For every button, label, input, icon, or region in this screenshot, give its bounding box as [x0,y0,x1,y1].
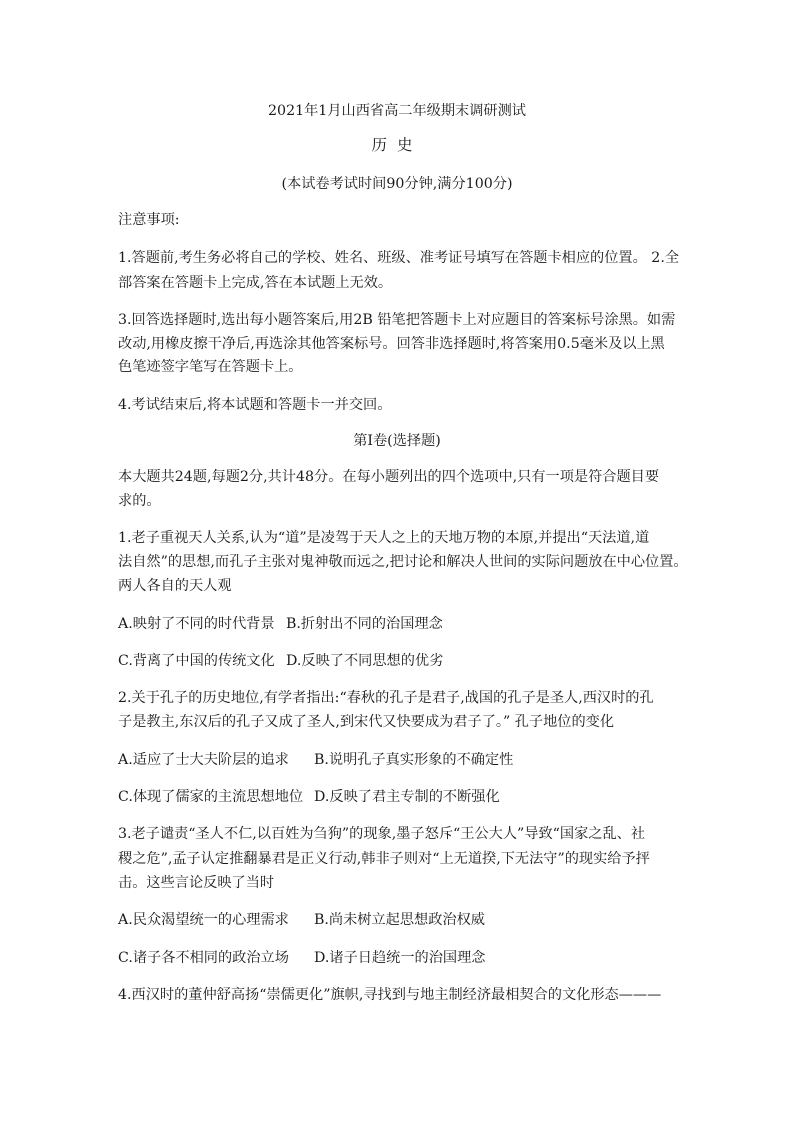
exam-info: (本试卷考试时间90分钟,满分100分) [281,176,513,192]
question-2-option-d: D.反映了君主专制的不断强化 [314,789,500,805]
question-2-stem-line-2: 子是教主,东汉后的孔子又成了圣人,到宋代又快要成为君子了。” 孔子地位的变化 [118,714,615,730]
question-2-option-a: A.适应了士大夫阶层的追求 [118,752,289,768]
section-intro-line-2: 求的。 [118,493,161,509]
subject-title: 历史 [371,136,423,154]
question-1-stem-line-3: 两人各自的天人观 [118,578,232,594]
question-2-stem-line-1: 2.关于孔子的历史地位,有学者指出:“春秋的孔子是君子,战国的孔子是圣人,西汉时的孔 [118,690,654,706]
note-item-1-line-1: 1.答题前,考生务必将自己的学校、姓名、班级、准考证号填写在答题卡相应的位置。 2.全 [118,250,680,266]
note-item-3-line-3: 色笔迹签字笔写在答题卡上。 [118,359,303,375]
question-2-option-c: C.体现了儒家的主流思想地位 [118,789,304,805]
question-3-option-d: D.诸子日趋统一的治国理念 [314,950,486,966]
question-3-stem-line-1: 3.老子谴责“圣人不仁,以百姓为刍狗”的现象,墨子怒斥“王公大人”导致“国家之乱、社 [118,826,646,842]
section-title: 第Ⅰ卷(选择题) [353,433,441,449]
note-item-3-line-1: 3.回答选择题时,选出每小题答案后,用2B 铅笔把答题卡上对应题目的答案标号涂黑。如需 [118,312,676,328]
question-3-option-b: B.尚未树立起思想政治权威 [314,912,485,928]
note-item-4: 4.考试结束后,将本试题和答题卡一并交回。 [118,397,392,413]
question-1-option-b: B.折射出不同的治国理念 [286,616,443,632]
question-1-option-c: C.背离了中国的传统文化 [118,653,275,669]
question-1-option-d: D.反映了不同思想的优劣 [286,653,444,669]
section-intro-line-1: 本大题共24题,每题2分,共计48分。在每小题列出的四个选项中,只有一项是符合题目要 [118,469,660,485]
note-item-3-line-2: 改动,用橡皮擦干净后,再选涂其他答案标号。回答非选择题时,将答案用0.5毫米及以上黑 [118,336,665,352]
question-3-stem-line-2: 稷之危”,孟子认定推翻暴君是正义行动,韩非子则对“上无道揆,下无法守”的现实给予抨 [118,851,650,867]
question-1-option-a: A.映射了不同的时代背景 [118,616,275,632]
question-3-option-c: C.诸子各不相同的政治立场 [118,950,289,966]
question-1-stem-line-2: 法自然”的思想,而孔子主张对鬼神敬而远之,把讨论和解决人世间的实际问题放在中心位置。 [118,554,688,570]
exam-title: 2021年1月山西省高二年级期末调研测试 [268,103,526,119]
question-4-stem-line-1: 4.西汉时的董仲舒高扬“崇儒更化”旗帜,寻找到与地主制经济最相契合的文化形态——— [118,987,662,1003]
question-3-option-a: A.民众渴望统一的心理需求 [118,912,289,928]
question-3-stem-line-3: 击。这些言论反映了当时 [118,875,275,891]
notes-heading: 注意事项: [118,212,180,228]
question-1-stem-line-1: 1.老子重视天人关系,认为“道”是凌驾于天人之上的天地万物的本原,并提出“天法道,道 [118,530,650,546]
note-item-1-line-2: 部答案在答题卡上完成,答在本试题上无效。 [118,275,393,291]
question-2-option-b: B.说明孔子真实形象的不确定性 [314,752,514,768]
